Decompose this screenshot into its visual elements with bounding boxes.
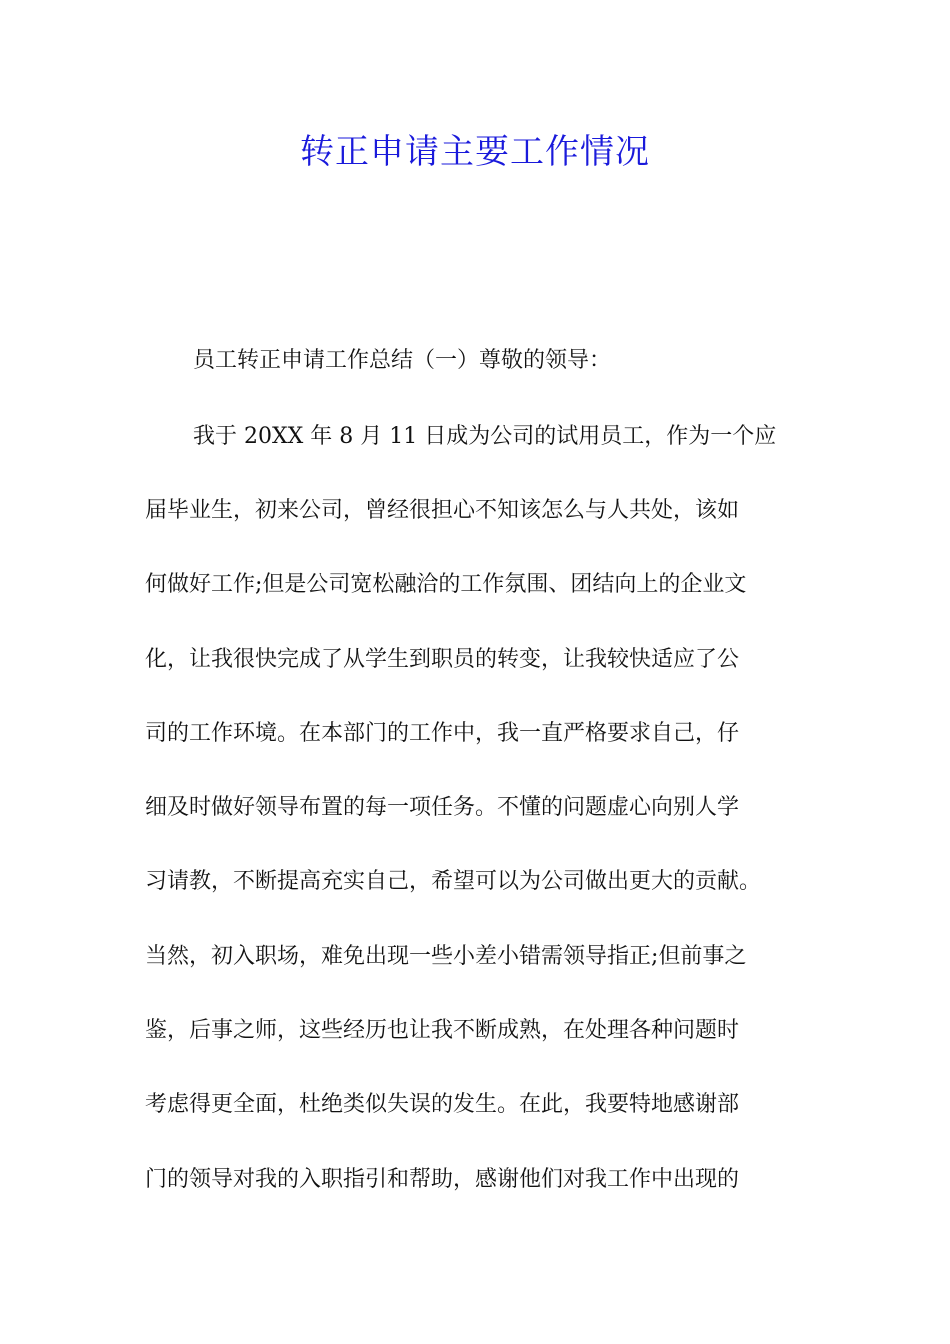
paragraph-line: 当然，初入职场，难免出现一些小差小错需领导指正;但前事之 bbox=[145, 944, 747, 969]
paragraph-line: 化，让我很快完成了从学生到职员的转变，让我较快适应了公 bbox=[145, 647, 740, 672]
document-title: 转正申请主要工作情况 bbox=[300, 132, 650, 172]
paragraph-line: 届毕业生，初来公司，曾经很担心不知该怎么与人共处，该如 bbox=[145, 498, 740, 523]
paragraph-line: 何做好工作;但是公司宽松融洽的工作氛围、团结向上的企业文 bbox=[145, 572, 747, 597]
paragraph-line: 细及时做好领导布置的每一项任务。不懂的问题虚心向别人学 bbox=[145, 795, 740, 820]
paragraph-line: 习请教，不断提高充实自己，希望可以为公司做出更大的贡献。 bbox=[145, 869, 762, 894]
paragraph-line: 考虑得更全面，杜绝类似失误的发生。在此，我要特地感谢部 bbox=[145, 1092, 740, 1117]
paragraph-line: 司的工作环境。在本部门的工作中，我一直严格要求自己，仔 bbox=[145, 721, 740, 746]
paragraph-line: 门的领导对我的入职指引和帮助，感谢他们对我工作中出现的 bbox=[145, 1167, 740, 1192]
salutation-line: 员工转正申请工作总结（一）尊敬的领导： bbox=[193, 348, 612, 373]
paragraph-line: 鉴，后事之师，这些经历也让我不断成熟，在处理各种问题时 bbox=[145, 1018, 740, 1043]
paragraph-line: 我于 20XX 年 8 月 11 日成为公司的试用员工，作为一个应 bbox=[193, 424, 777, 449]
